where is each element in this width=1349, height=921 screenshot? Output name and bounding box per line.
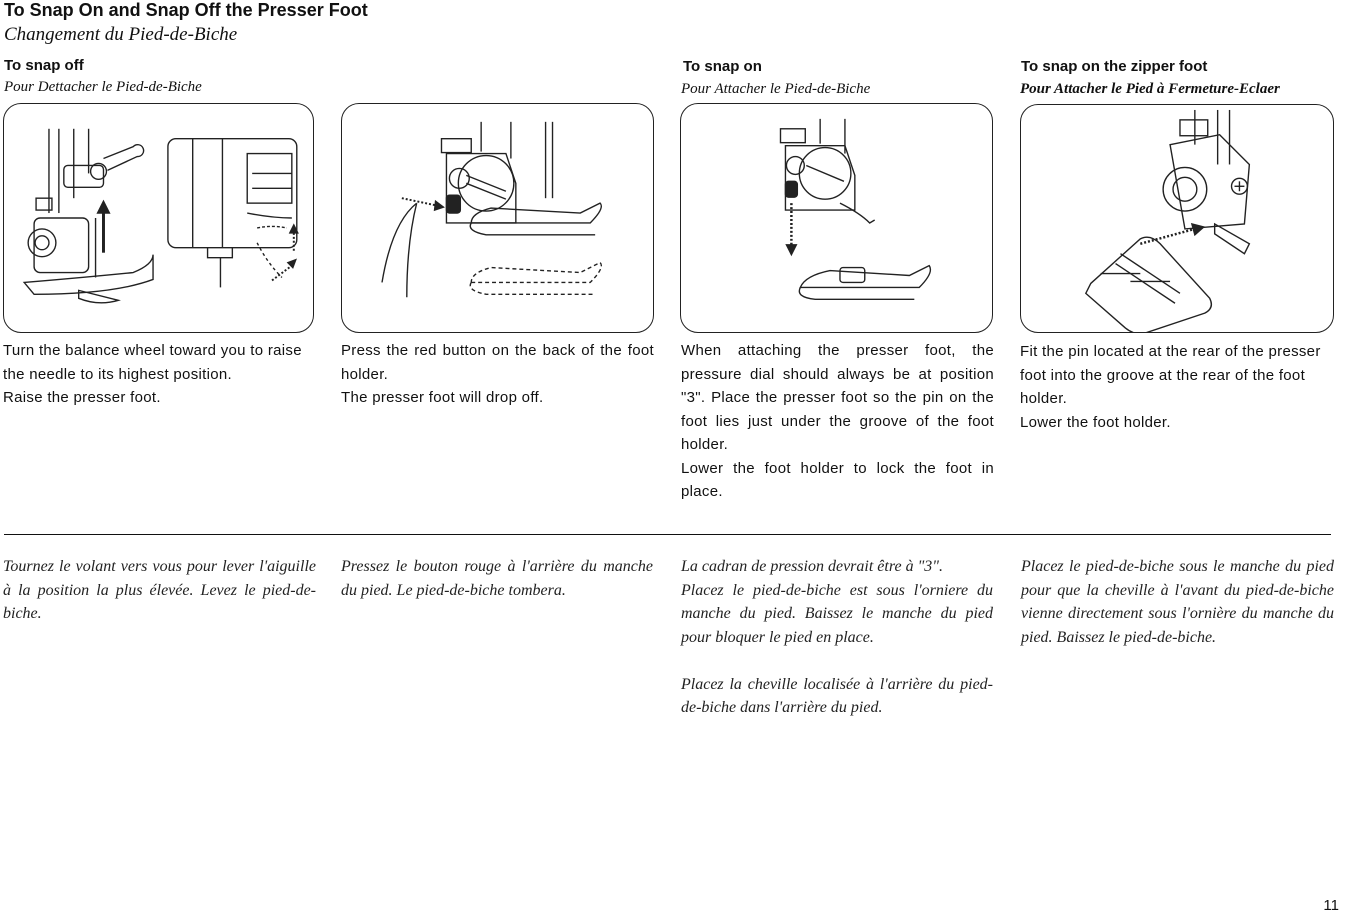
- text-en-col4-p2: Lower the foot holder.: [1020, 413, 1171, 431]
- heading-snap-off-fr: Pour Dettacher le Pied-de-Biche: [4, 79, 202, 95]
- heading-zipper: To snap on the zipper foot: [1021, 58, 1208, 75]
- page-title: To Snap On and Snap Off the Presser Foot: [4, 0, 368, 20]
- text-en-col2-p1: Press the red button on the back of the foot holder.: [341, 342, 654, 383]
- text-fr-col4: [1021, 555, 1334, 649]
- text-en-col4-p1: Fit the pin located at the rear of the presser foot into the groove at the rear of the foot holder.: [1020, 343, 1321, 407]
- text-en-col2-p2: The presser foot will drop off.: [341, 389, 544, 406]
- text-fr-col2-p1: Pressez le bouton rouge à l'arrière du manche du pied. Le pied-de-biche tombera.: [341, 558, 653, 599]
- text-en-col3-p2: Lower the foot holder to lock the foot in place.: [681, 459, 994, 500]
- text-fr-col2: [341, 555, 653, 602]
- text-en-col3: [681, 339, 994, 504]
- text-en-col2: [341, 339, 654, 410]
- heading-snap-on: To snap on: [683, 58, 762, 75]
- text-fr-col3-p2: Placez le pied-de-biche est sous l'orniere du manche du pied. Baissez le manche du pied pour bloquer le pied en place.: [681, 581, 993, 646]
- heading-zipper-fr: Pour Attacher le Pied à Fermeture-Eclaer: [1020, 81, 1280, 97]
- text-en-col1: [3, 339, 316, 410]
- text-fr-col4-p1: Placez le pied-de-biche sous le manche du pied pour que la cheville à l'avant du pied-de-biche vienne directement sous l'ornière du manche du pied. Baissez le pied-de-biche.: [1021, 558, 1334, 646]
- section-divider: [4, 534, 1331, 535]
- page-subtitle: Changement du Pied-de-Biche: [4, 24, 238, 45]
- text-fr-col3-p1: La cadran de pression devrait être à "3".: [681, 558, 943, 575]
- illustration-attach-foot: [680, 103, 993, 333]
- text-fr-col3: [681, 555, 993, 720]
- text-en-col1-p1: Turn the balance wheel toward you to raise the needle to its highest position.: [3, 342, 302, 383]
- text-fr-col3-spacer: [681, 649, 993, 673]
- heading-snap-off: To snap off: [4, 57, 84, 74]
- text-fr-col1: [3, 555, 316, 626]
- illustration-raise-needle: [3, 103, 314, 333]
- heading-snap-on-fr: Pour Attacher le Pied-de-Biche: [681, 81, 871, 97]
- illustration-attach-zipper-foot: [1020, 104, 1334, 333]
- illustration-press-red-button: [341, 103, 654, 333]
- page-number: 11: [1323, 897, 1339, 914]
- text-fr-col1-p1: Tournez le volant vers vous pour lever l'aiguille à la position la plus élevée. Levez le pied-de-biche.: [3, 558, 316, 622]
- text-en-col4: [1020, 340, 1332, 434]
- text-en-col3-p1: When attaching the presser foot, the pressure dial should always be at position "3". Place the presser foot so the pin on the foot lies just under the groove of the foot holder.: [681, 342, 994, 453]
- text-fr-col3-p3: Placez la cheville localisée à l'arrière du pied-de-biche dans l'arrière du pied.: [681, 675, 993, 716]
- text-en-col1-p2: Raise the presser foot.: [3, 389, 161, 406]
